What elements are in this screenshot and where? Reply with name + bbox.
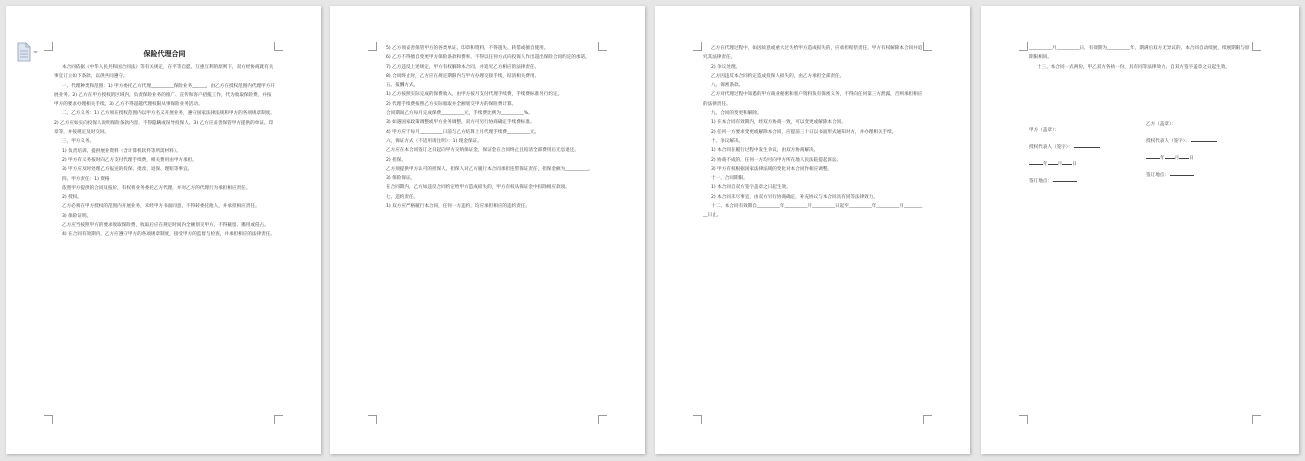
paragraph: 2) 担保。 [386,157,406,163]
paragraph: 1) 本合同自双方签字盖章之日起生效。 [711,185,791,191]
document-title: 保险代理合同 [143,50,186,58]
paragraph: 一、代理种类和范围：1) 甲方委托乙方代理__________保险业务______，由乙方在授权范围内代理甲方开展业务。2) 乙方在甲方授权的区域内，负责保险业务的推广、宣传和客户招揽工作，代为收取保险费，并按甲方的要求办理相关手续。3) 乙方不得超越代理权限从事保险业务活动。 [54,83,275,108]
margin-corner-mark [1252,415,1261,424]
paragraph: 三、甲方义务。 [62,139,95,145]
paragraph: 依照甲方提供的合同及报价，有权将业务委托乙方代理，并对乙方的代理行为承担相应责任。 [62,185,251,191]
margin-corner-mark [693,415,702,424]
document-page-1 [6,6,321,454]
margin-corner-mark [693,42,702,51]
paragraph: 1) 负责培训、提供展业资料（含计算机软件等所需材料）。 [62,148,181,154]
paragraph: 1) 双方应严格履行本合同，任何一方违约，均应承担相应的违约责任。 [386,204,530,210]
margin-corner-mark [923,42,932,51]
signature-block-party-a [1029,126,1100,193]
party-a-place: 签订地点： [1029,176,1100,186]
paragraph: 八、保密条款。 [711,83,744,89]
paragraph: 4) 甲方应于每月__________日前与乙方结算上月代理手续费__________元。 [386,129,540,135]
margin-corner-mark [368,415,377,424]
margin-corner-mark [44,415,53,424]
paragraph: 2) 争议处理。 [711,64,741,70]
party-a-date: 年 月 日 [1029,159,1100,169]
page-content [378,44,599,420]
paragraph: 3) 甲方有权根据国家法律法规的变化对本合同作相应调整。 [711,166,833,172]
party-b-date: 年 月 日 [1146,153,1217,163]
date-blank[interactable] [1179,153,1189,159]
paragraph: 2) 甲方有义务按时向乙方支付代理手续费，相关费用由甲方承担。 [62,157,197,163]
party-b-label: 乙方（盖章）： [1146,122,1176,127]
paragraph: 1) 乙方按照实际完成的保费收入，由甲方按月支付代理手续费，手续费标准另行约定。 [386,92,563,98]
paragraph: 4) 在合同有效期内，乙方应遵守甲方的各项规章制度，接受甲方的监督与检查，并承担相应的法律责任。 [62,232,275,238]
paragraph: 2) 本合同未尽事宜，由双方另行协商确定，补充协议与本合同具有同等法律效力。 [711,194,878,200]
margin-corner-mark [1019,415,1028,424]
paragraph: 7) 乙方违反上述规定，甲方有权解除本合同，并追究乙方相应的法律责任。 [386,64,540,70]
place-blank[interactable] [1053,176,1077,182]
paragraph: 2) 代理手续费按照乙方实际收取并全额划交甲方的保险费计算。 [386,101,517,107]
paragraph: 十二、本合同有效期自__________年__________月__________日起至__________年__________月__________日止。 [703,204,923,219]
paragraph: 3) 保险证明。 [62,213,92,219]
paragraph: 六、保证方式（不适用请注明）：1) 现金保证。 [386,138,482,144]
paragraph: 十三、本合同一式两份，甲乙双方各执一份，具有同等法律效力，自双方签字盖章之日起生效。 [1037,64,1230,70]
document-page-3 [655,6,970,454]
paragraph: 乙方应当按照甲方的要求收取保险费，收取后应在规定时间内全额划交甲方，不得截留、挪用或侵占。 [62,223,269,229]
paragraph: 5) 乙方须妥善保管甲方的各类单证、印章和资料，不得遗失、转借或擅自使用。 [386,46,549,51]
paragraph: 8) 合同终止时，乙方应在规定期限内与甲方办理交接手续，结清相关费用。 [386,73,540,79]
paragraph: 二、乙方义务：1) 乙方须在授权范围内以甲方名义开展业务，遵守国家法律法规和甲方的各项规章制度。2) 乙方应如实向投保人说明保险条款内容，不得隐瞒或误导投保人。3) 乙方应妥善保管甲方提供的单证、印章等，并按规定及时交回。 [54,111,275,136]
page-content [703,44,924,420]
paragraph: 2) 授权。 [62,195,82,201]
document-page-4 [981,6,1299,454]
paragraph: __________月__________日，有效期为__________年，期满后双方无异议的，本合同自动续展，续展期限与原期限相同。 [1029,46,1250,61]
place-blank[interactable] [1170,170,1194,176]
party-a-label: 甲方（盖章）： [1029,128,1059,133]
paragraph: 七、违约责任。 [386,194,419,200]
date-blank[interactable] [1062,159,1072,165]
paragraph: 2) 任何一方要求变更或解除本合同，应提前三十日以书面形式通知对方，并办理相关手续。 [711,129,897,135]
paragraph: 乙方须提供甲方认可的担保人，担保人对乙方履行本合同承担连带保证责任，担保金额为__________。 [386,166,593,172]
paragraph: 五、报酬方式。 [386,83,419,89]
margin-corner-mark [923,415,932,424]
paragraph: 合同期间乙方每月完成保费__________元，手续费比例为__________%。 [386,111,533,117]
paragraph: 十一、合同期限。 [711,176,748,182]
party-a-representative: 授权代表人（签字）： [1029,142,1100,152]
date-blank[interactable] [1029,159,1043,165]
party-b-representative: 授权代表人（签字）： [1146,136,1217,146]
date-blank[interactable] [1048,159,1058,165]
paragraph: 本合同依据《中华人民共和国合同法》等有关规定，在平等自愿、互惠互利的原则下，双方经协商就有关事宜订立如下条款，以供共同遵守。 [54,65,274,80]
document-icon[interactable] [16,42,38,64]
paragraph: 1) 在本合同有效期内，经双方协商一致，可以变更或解除本合同。 [711,120,846,126]
margin-corner-mark [1019,42,1028,51]
paragraph: 6) 乙方不得擅自变更甲方保险条款和费率，不得以任何方式向投保人作出超出保险合同约定的承诺。 [386,55,590,61]
paragraph: 2) 协商不成的，任何一方均可向甲方所在地人民法院提起诉讼。 [711,157,842,163]
paragraph: 乙方在代理过程中，如因故意或重大过失给甲方造成损失的，应承担赔偿责任，甲方有权解除本合同并追究其法律责任。 [703,46,923,61]
page-content [1029,44,1253,114]
paragraph: 四、甲方责任：1) 资格 [62,176,110,182]
paragraph: 乙方必须在甲方授权的范围内开展业务，未经甲方书面同意，不得转委托他人，并承担相应责任。 [62,204,260,210]
paragraph: 3) 如遇国家政策调整或甲方业务调整，双方可另行协商确定手续费标准。 [386,120,535,126]
margin-corner-mark [274,415,283,424]
paragraph: 九、合同的变更和解除。 [711,111,762,117]
margin-corner-mark [598,415,607,424]
paragraph: 十、争议解决。 [711,138,744,144]
margin-corner-mark [274,42,283,51]
paragraph: 乙方对代理过程中知悉的甲方商业秘密和客户资料负有保密义务，不得向任何第三方泄露，否则承担相应的法律责任。 [703,92,923,107]
signature-blank[interactable] [1074,142,1100,148]
chevron-down-icon [33,51,38,54]
paragraph: 3) 保险保证。 [386,176,416,182]
signature-blank[interactable] [1191,136,1217,142]
paragraph: 在合同期内，乙方如违反合同约定给甲方造成损失的，甲方有权从保证金中扣除相应款项。 [386,185,570,191]
paragraph: 乙方应在本合同签订之日起向甲方交纳保证金，保证金在合同终止且结清全部费用后无息退还。 [386,148,579,154]
page-content [54,44,275,420]
signature-block-party-b [1146,120,1217,187]
margin-corner-mark [1252,42,1261,51]
date-blank[interactable] [1165,153,1175,159]
document-page-2 [330,6,645,454]
margin-corner-mark [44,42,53,51]
party-b-place: 签订地点： [1146,170,1217,180]
paragraph: 1) 本合同在履行过程中发生争议，由双方协商解决。 [711,148,819,154]
date-blank[interactable] [1146,153,1160,159]
paragraph: 3) 甲方应及时处理乙方报送的投保、批改、退保、理赔等事宜。 [62,167,193,173]
margin-corner-mark [368,42,377,51]
margin-corner-mark [598,42,607,51]
paragraph: 乙方因违反本合同约定造成投保人损失的，由乙方承担全部责任。 [711,73,845,79]
